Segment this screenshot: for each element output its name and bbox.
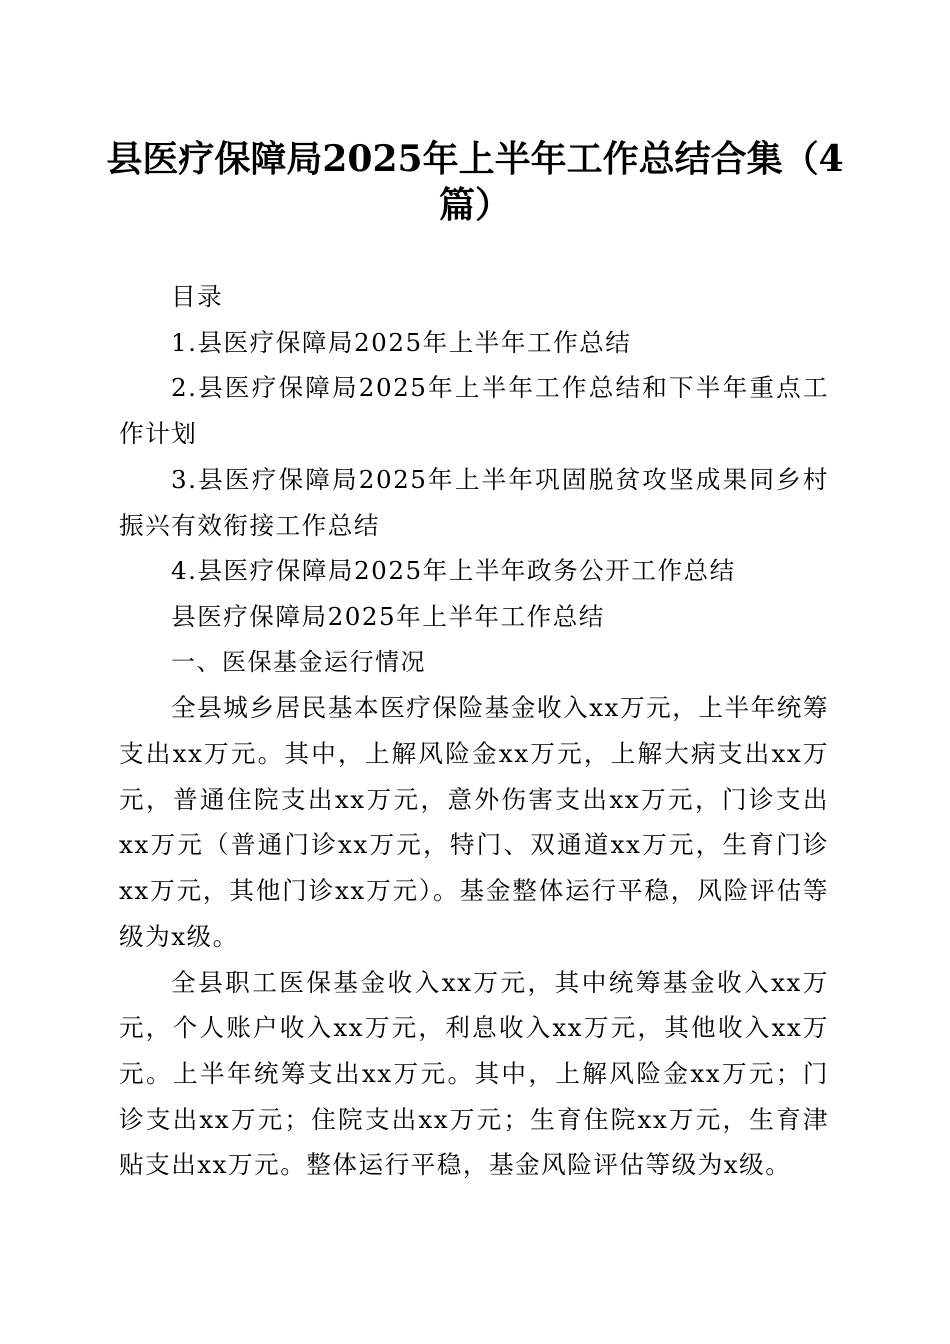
- document-title: 县医疗保障局2025年上半年工作总结合集（4篇）: [106, 138, 844, 226]
- toc-heading: 目录: [171, 282, 224, 311]
- toc-item: 3.县医疗保障局2025年上半年巩固脱贫攻坚成果同乡村振兴有效衔接工作总结: [119, 464, 829, 540]
- toc-item: 4.县医疗保障局2025年上半年政务公开工作总结: [171, 556, 736, 586]
- toc-item: 1.县医疗保障局2025年上半年工作总结: [171, 327, 632, 357]
- document-body: [119, 274, 829, 1188]
- article-title: 县医疗保障局2025年上半年工作总结: [171, 601, 605, 631]
- body-paragraph: 全县职工医保基金收入xx万元，其中统筹基金收入xx万元，个人账户收入xx万元，利息收入xx万元，其他收入xx万元。上半年统筹支出xx万元。其中，上解风险金xx万元；门诊支出xx万元；住院支出xx万元；生育住院xx万元，生育津贴支出xx万元。整体运行平稳，基金风险评估等级为x级。: [119, 967, 829, 1180]
- toc-item: 2.县医疗保障局2025年上半年工作总结和下半年重点工作计划: [119, 373, 829, 449]
- section-heading: 一、医保基金运行情况: [171, 647, 426, 676]
- body-paragraph: 全县城乡居民基本医疗保险基金收入xx万元，上半年统筹支出xx万元。其中，上解风险金xx万元，上解大病支出xx万元，普通住院支出xx万元，意外伤害支出xx万元，门诊支出xx万元（普通门诊xx万元，特门、双通道xx万元，生育门诊xx万元，其他门诊xx万元）。基金整体运行平稳，风险评估等级为x级。: [119, 693, 829, 951]
